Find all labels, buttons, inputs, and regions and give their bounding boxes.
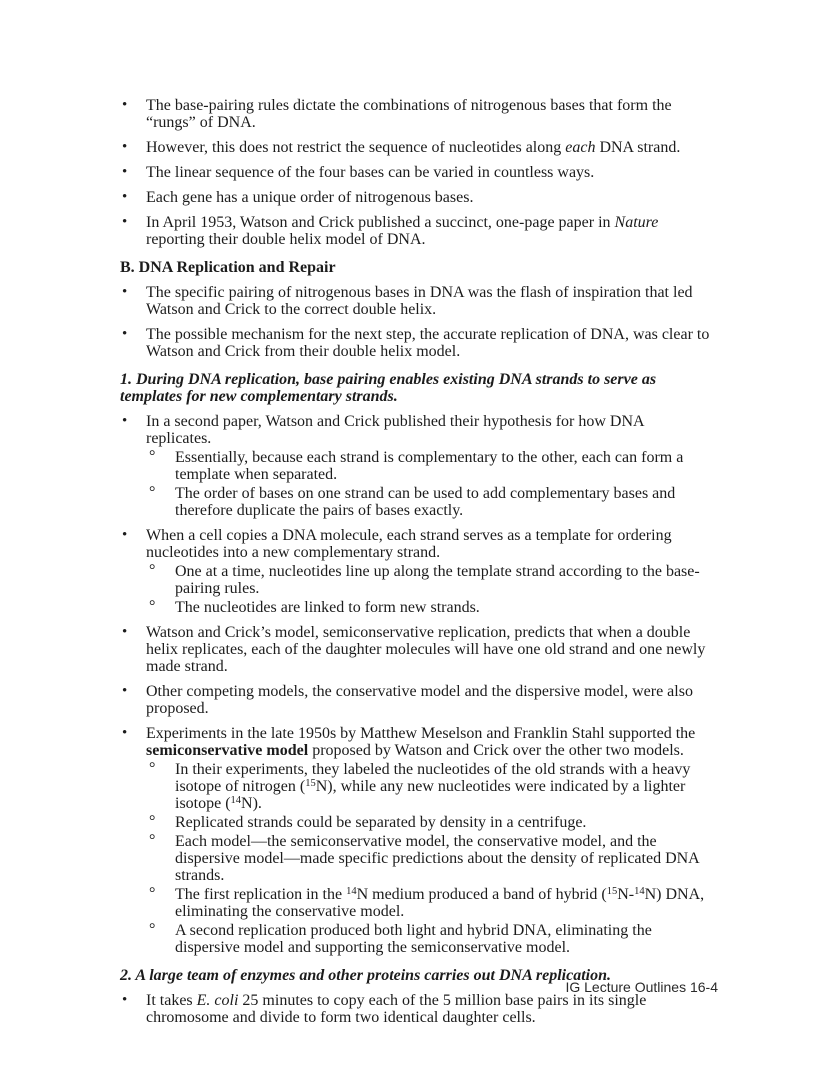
sub-bullet-item (120, 833, 712, 884)
disc-bullet-icon: • (122, 413, 128, 429)
circle-bullet-icon: ° (149, 813, 156, 830)
block-text: 1. During DNA replication, base pairing enables existing DNA strands to serve as templates for new complementary strands. (120, 371, 657, 405)
bullet-item (120, 164, 712, 181)
block-text: A second replication produced both light and hybrid DNA, eliminating the dispersive model and supporting the semiconservative model. (175, 922, 652, 956)
bullet-item (120, 189, 712, 206)
block-text: The order of bases on one strand can be used to add complementary bases and therefore duplicate the pairs of bases exactly. (175, 485, 676, 519)
circle-bullet-icon: ° (149, 598, 156, 615)
block-text: The specific pairing of nitrogenous bases in DNA was the flash of inspiration that led Watson and Crick to the correct double helix. (146, 284, 693, 318)
block-text: In a second paper, Watson and Crick published their hypothesis for how DNA replicates. (146, 413, 644, 447)
sub-bullet-item (120, 485, 712, 519)
bullet-item (120, 624, 712, 675)
disc-bullet-icon: • (122, 139, 128, 155)
block-text: B. DNA Replication and Repair (120, 259, 336, 276)
block-text: 2. A large team of enzymes and other proteins carries out DNA replication. (120, 967, 611, 984)
sub-bullet-item (120, 886, 712, 920)
block-text: In April 1953, Watson and Crick published a succinct, one-page paper in Nature reporting their double helix model of DNA. (146, 214, 659, 248)
block-text: In their experiments, they labeled the nucleotides of the old strands with a heavy isotope of nitrogen ($^{15}$N), while any new nucleotides were indicated by a lighter isotope ($^{14}$N). (175, 761, 691, 812)
block-text: Other competing models, the conservative model and the dispersive model, were also proposed. (146, 683, 693, 717)
sub-bullet-item (120, 814, 712, 831)
sub-bullet-item (120, 761, 712, 812)
block-text: The first replication in the $^{14}$N medium produced a band of hybrid ($^{15}$N-$^{14}$N) DNA, eliminating the conservative model. (175, 886, 705, 920)
sub-bullet-item (120, 449, 712, 483)
bullet-item (120, 992, 712, 1026)
disc-bullet-icon: • (122, 189, 128, 205)
bullet-item (120, 97, 712, 131)
section-heading (120, 259, 712, 276)
block-text: However, this does not restrict the sequence of nucleotides along each DNA strand. (146, 139, 681, 156)
circle-bullet-icon: ° (149, 832, 156, 849)
page-footer-text: IG Lecture Outlines 16-4 (565, 979, 718, 995)
bullet-item (120, 413, 712, 447)
block-text: Watson and Crick’s model, semiconservative replication, predicts that when a double helix replicates, each of the daughter molecules will have one old strand and one newly made strand. (146, 624, 706, 675)
block-text: Each model—the semiconservative model, the conservative model, and the dispersive model—made specific predictions about the density of replicated DNA strands. (175, 833, 699, 884)
bullet-item (120, 527, 712, 561)
block-text: The linear sequence of the four bases can be varied in countless ways. (146, 164, 595, 181)
block-text: The base-pairing rules dictate the combinations of nitrogenous bases that form the “rungs” of DNA. (146, 97, 672, 131)
disc-bullet-icon: • (122, 992, 128, 1008)
bullet-item (120, 683, 712, 717)
disc-bullet-icon: • (122, 527, 128, 543)
disc-bullet-icon: • (122, 326, 128, 342)
sub-bullet-item (120, 563, 712, 597)
bullet-item (120, 725, 712, 759)
circle-bullet-icon: ° (149, 448, 156, 465)
block-text: When a cell copies a DNA molecule, each strand serves as a template for ordering nucleotides into a new complementary strand. (146, 527, 672, 561)
sub-bullet-item (120, 922, 712, 956)
circle-bullet-icon: ° (149, 921, 156, 938)
disc-bullet-icon: • (122, 683, 128, 699)
block-text: The nucleotides are linked to form new strands. (175, 599, 480, 616)
block-text: Each gene has a unique order of nitrogenous bases. (146, 189, 474, 206)
disc-bullet-icon: • (122, 164, 128, 180)
disc-bullet-icon: • (122, 624, 128, 640)
disc-bullet-icon: • (122, 725, 128, 741)
block-text: The possible mechanism for the next step, the accurate replication of DNA, was clear to Watson and Crick from their double helix model. (146, 326, 710, 360)
document-content (120, 97, 712, 1026)
sub-bullet-item (120, 599, 712, 616)
bullet-item (120, 214, 712, 248)
bullet-item (120, 284, 712, 318)
circle-bullet-icon: ° (149, 484, 156, 501)
block-text: Essentially, because each strand is complementary to the other, each can form a template when separated. (175, 449, 684, 483)
bullet-item (120, 326, 712, 360)
block-text: Replicated strands could be separated by density in a centrifuge. (175, 814, 587, 831)
disc-bullet-icon: • (122, 214, 128, 230)
block-text: Experiments in the late 1950s by Matthew Meselson and Franklin Stahl supported the semiconservative model proposed by Watson and Crick over the other two models. (146, 725, 696, 759)
disc-bullet-icon: • (122, 284, 128, 300)
block-text: It takes E. coli 25 minutes to copy each of the 5 million base pairs in its single chromosome and divide to form two identical daughter cells. (146, 992, 647, 1026)
circle-bullet-icon: ° (149, 885, 156, 902)
disc-bullet-icon: • (122, 97, 128, 113)
bullet-item (120, 139, 712, 156)
circle-bullet-icon: ° (149, 760, 156, 777)
numbered-heading (120, 371, 712, 405)
circle-bullet-icon: ° (149, 562, 156, 579)
block-text: One at a time, nucleotides line up along the template strand according to the base-pairing rules. (175, 563, 700, 597)
